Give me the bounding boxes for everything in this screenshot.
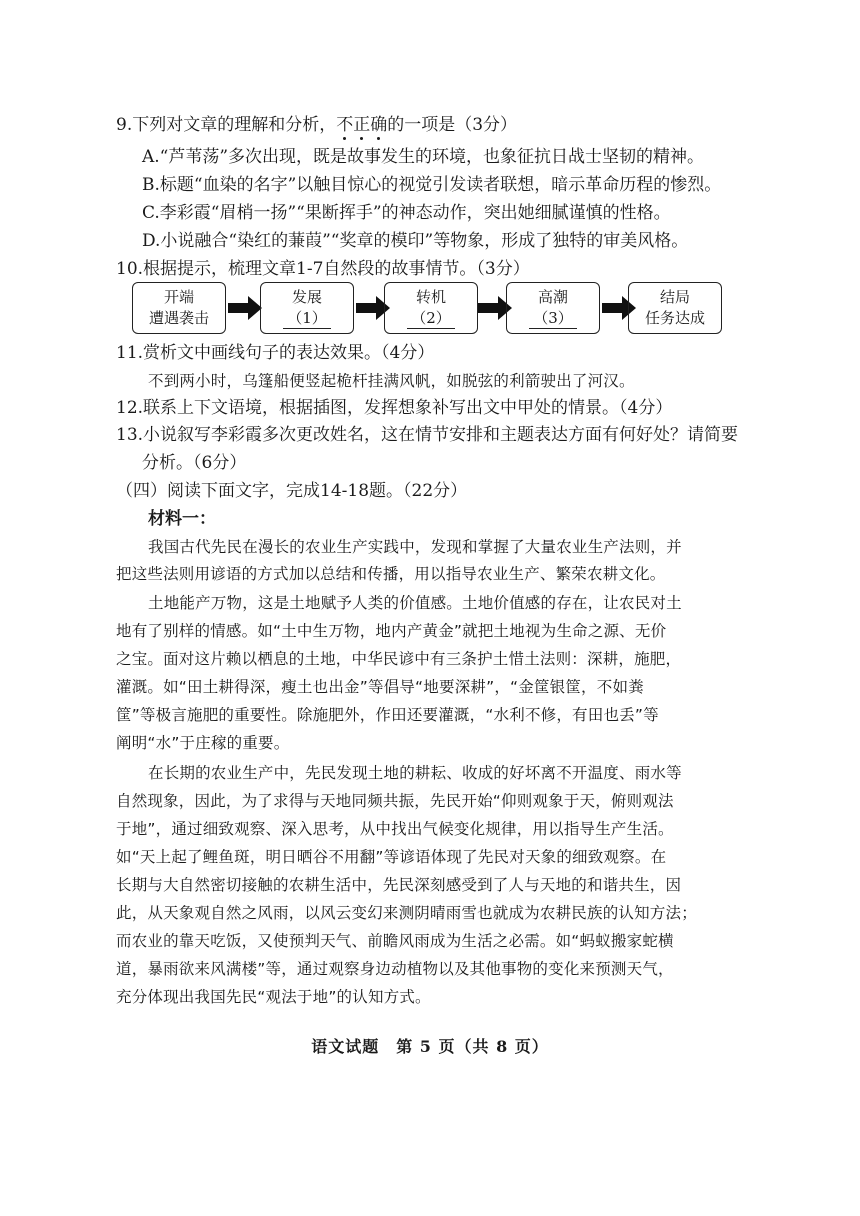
material-line: 地有了别样的情感。如“土中生万物，地内产黄金”就把土地视为生命之源、无价	[116, 622, 667, 640]
q9-option-a: A.“芦苇荡”多次出现，既是故事发生的环境，也象征抗日战士坚韧的精神。	[142, 147, 705, 167]
flow-box-opening	[132, 282, 226, 334]
material-line: 在长期的农业生产中，先民发现土地的耕耘、收成的好坏离不开温度、雨水等	[148, 764, 682, 782]
flow-stage-content: 遭遇袭击	[148, 309, 209, 327]
q10-stem: 10.根据提示，梳理文章1-7自然段的故事情节。（3分）	[116, 259, 530, 279]
page-footer: 语文试题 第 5 页（共 8 页）	[311, 1037, 549, 1056]
material-line: 如“天上起了鲤鱼斑，明日晒谷不用翻”等谚语体现了先民对天象的细致观察。在	[116, 848, 667, 866]
material-line: 长期与大自然密切接触的农耕生活中，先民深刻感受到了人与天地的和谐共生，因	[116, 876, 682, 894]
material-line: 道，暴雨欲来风满楼”等，通过观察身边动植物以及其他事物的变化来预测天气，	[116, 960, 674, 978]
q9-stem-text: 9.下列对文章的理解和分析，	[116, 115, 337, 135]
flow-stage-label: 开端	[163, 288, 194, 306]
material-line: 阐明“水”于庄稼的重要。	[116, 734, 290, 752]
material-line: 把这些法则用谚语的方式加以总结和传播，用以指导农业生产、繁荣农耕文化。	[116, 565, 666, 583]
emphasis-char: 正	[353, 115, 371, 135]
plot-flowchart	[132, 282, 722, 338]
flow-stage-label: 结局	[659, 288, 690, 306]
flow-stage-label: 高潮	[537, 288, 568, 306]
material-line: 此，从天象观自然之风雨，以风云变幻来测阴晴雨雪也就成为农耕民族的认知方法；	[116, 904, 697, 922]
flow-box-climax	[506, 282, 600, 334]
flow-box-turning-point	[384, 282, 478, 334]
emphasis-char: 确	[370, 115, 388, 135]
q11-quote: 不到两小时，乌篷船便竖起桅杆挂满风帆，如脱弦的利箭驶出了河汉。	[148, 372, 635, 390]
material-line: 我国古代先民在漫长的农业生产实践中，发现和掌握了大量农业生产法则，并	[148, 538, 682, 556]
material-line: 之宝。面对这片赖以栖息的土地，中华民谚中有三条护土惜土法则：深耕，施肥，	[116, 650, 682, 668]
q9-stem	[116, 114, 517, 136]
material-line: 灌溉。如“田土耕得深，瘦土也出金”等倡导“地要深耕”，“金筐银筐，不如粪	[116, 678, 644, 696]
emphasis-char: 不	[336, 115, 354, 135]
material-line: 而农业的靠天吃饭，又使预判天气、前瞻风雨成为生活之必需。如“蚂蚁搬家蛇横	[116, 932, 674, 950]
q9-option-d: D.小说融合“染红的蒹葭”“奖章的模印”等物象，形成了独特的审美风格。	[142, 231, 689, 251]
q13-stem-line2: 分析。（6分）	[142, 453, 247, 473]
material-line: 筐”等极言施肥的重要性。除施肥外，作田还要灌溉，“水利不修，有田也丢”等	[116, 706, 659, 724]
q9-stem-score: 的一项是（3分）	[387, 115, 518, 135]
flow-stage-label: 转机	[415, 288, 446, 306]
flow-blank-1: （1）	[283, 308, 331, 329]
q12-stem: 12.联系上下文语境，根据插图，发挥想象补写出文中甲处的情景。（4分）	[116, 398, 673, 418]
flow-blank-3: （3）	[529, 308, 577, 329]
arrow-right-icon	[228, 296, 262, 320]
flow-box-development	[260, 282, 354, 334]
material-title: 材料一：	[148, 509, 216, 529]
material-line: 于地”，通过细致观察、深入思考，从中找出气候变化规律，用以指导生产生活。	[116, 820, 674, 838]
material-line: 充分体现出我国先民“观法于地”的认知方式。	[116, 988, 431, 1006]
q13-stem-line1: 13.小说叙写李彩霞多次更改姓名，这在情节安排和主题表达方面有何好处？请简要	[116, 425, 739, 445]
q11-stem: 11.赏析文中画线句子的表达效果。（4分）	[116, 343, 435, 363]
section-heading: （四）阅读下面文字，完成14-18题。（22分）	[116, 481, 468, 501]
flow-blank-2: （2）	[407, 308, 455, 329]
flow-box-ending	[628, 282, 722, 334]
q9-option-c: C.李彩霞“眉梢一扬”“果断挥手”的神态动作，突出她细腻谨慎的性格。	[142, 203, 671, 223]
material-line: 土地能产万物，这是土地赋予人类的价值感。土地价值感的存在，让农民对土	[148, 594, 682, 612]
flow-stage-label: 发展	[291, 288, 322, 306]
material-line: 自然现象，因此，为了求得与天地同频共振，先民开始“仰则观象于天，俯则观法	[116, 792, 674, 810]
q9-option-b: B.标题“血染的名字”以触目惊心的视觉引发读者联想，暗示革命历程的惨烈。	[142, 175, 722, 195]
flow-stage-content: 任务达成	[644, 309, 705, 327]
